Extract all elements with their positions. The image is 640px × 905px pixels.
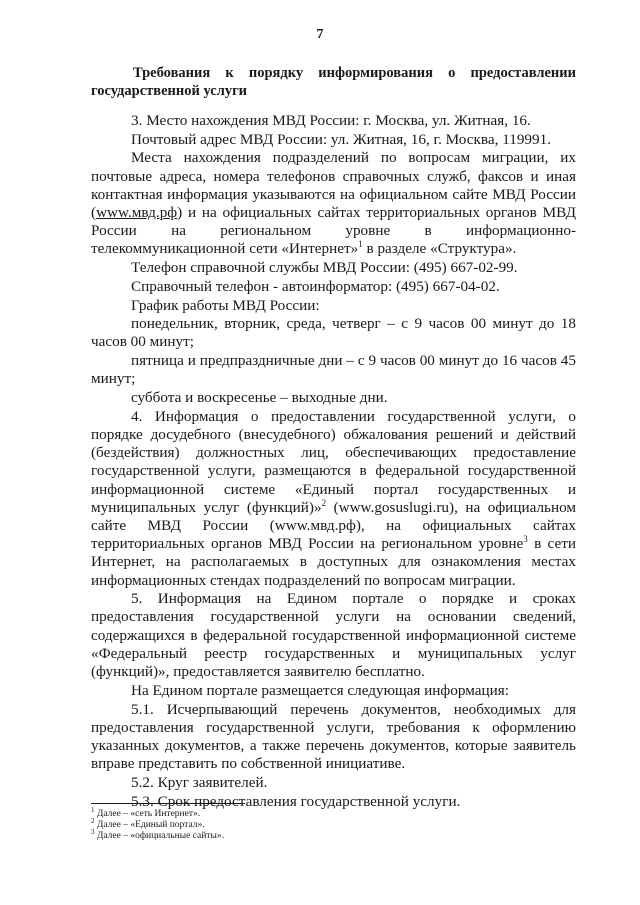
footnote-2-text: Далее – «Единый портал». (94, 820, 205, 830)
footnote-1-mark: 1 (91, 805, 95, 814)
schedule-title: График работы МВД России: (131, 296, 320, 314)
contacts-text-mid: ) и на официальных сайтах территориальных органов МВД России на региональном уровне в информационно-телекоммуникационной сети «Интернет» (91, 204, 576, 258)
schedule-weekend: суббота и воскресенье – выходные дни. (131, 389, 388, 407)
page-number: 7 (316, 27, 324, 42)
footnotes (91, 805, 391, 842)
paragraph-4 (91, 408, 576, 590)
footnote-3 (91, 827, 391, 842)
paragraph-4-part-a: 4. Информация о предоставлении государственной услуги, о порядке досудебного (внесудебного) обжалования решений и действий (бездействия) должностных лиц, обеспечивающих предоставление государственной услуги, размещаются в федеральной государственной информационной системе «Единый портал государственных и муниципальных услуг (функций)» (91, 407, 576, 516)
auto-phone: Справочный телефон - автоинформатор: (495) 667-04-02. (131, 277, 500, 295)
paragraph-3-contacts (91, 149, 576, 258)
footnote-1-text: Далее – «сеть Интернет». (94, 809, 201, 819)
document-body (91, 112, 576, 811)
paragraph-4-part-b: (www.gosuslugi.ru), на официальном сайте МВД России (www.мвд.рф), на официальных сайтах территориальных органов МВД России на региональном уровне (91, 498, 576, 553)
help-phone: Телефон справочной службы МВД России: (495) 667-02-99. (131, 259, 518, 277)
footnote-divider (91, 803, 245, 804)
section-heading: Требования к порядку информирования о предоставлении государственной услуги (91, 65, 576, 99)
footnote-ref-1: 1 (358, 239, 363, 250)
paragraph-4-part-c: в сети Интернет, на располагаемых в доступных для ознакомления местах информационных стендах подразделений по вопросам миграции. (91, 535, 576, 589)
footnote-2-mark: 2 (91, 816, 95, 825)
paragraph-5-2: 5.2. Круг заявителей. (131, 773, 268, 791)
paragraph-3-postal: Почтовый адрес МВД России: ул. Житная, 16, г. Москва, 119991. (131, 130, 551, 148)
schedule-friday: пятница и предпраздничные дни – с 9 часов 00 минут до 16 часов 45 минут; (91, 352, 576, 388)
contacts-text-end: в разделе «Структура». (362, 240, 517, 258)
footnote-ref-3: 3 (523, 534, 528, 545)
footnote-1 (91, 805, 391, 820)
paragraph-5-intro: На Едином портале размещается следующая информация: (131, 681, 509, 699)
footnote-ref-2: 2 (321, 497, 327, 508)
footnote-3-text: Далее – «официальные сайты». (94, 831, 224, 841)
mvd-site-link[interactable]: www.мвд.рф (96, 204, 178, 222)
paragraph-5-1: 5.1. Исчерпывающий перечень документов, необходимых для предоставления государственной услуги, требования к оформлению указанных документов, а также перечень документов, которые заявитель вправе представить по собственной инициативе. (91, 700, 576, 773)
schedule-weekdays: понедельник, вторник, среда, четверг – с 9 часов 00 минут до 18 часов 00 минут; (91, 315, 576, 351)
footnote-3-mark: 3 (91, 827, 95, 836)
paragraph-5-3: 5.3. Срок предоставления государственной услуги. (131, 792, 461, 810)
footnote-2 (91, 816, 391, 831)
paragraph-5: 5. Информация на Едином портале о порядке и сроках предоставления государственной услуги на основании сведений, содержащихся в федеральной государственной информационной системе «Федеральный реестр государственных и муниципальных услуг (функций)», предоставляется заявителю бесплатно. (91, 590, 576, 681)
paragraph-3-location: 3. Место нахождения МВД России: г. Москва, ул. Житная, 16. (131, 112, 531, 129)
contacts-text-start: Места нахождения подразделений по вопросам миграции, их почтовые адреса, номера телефонов справочных служб, факсов и иная контактная информация указываются на официальном сайте МВД России ( (91, 149, 576, 222)
